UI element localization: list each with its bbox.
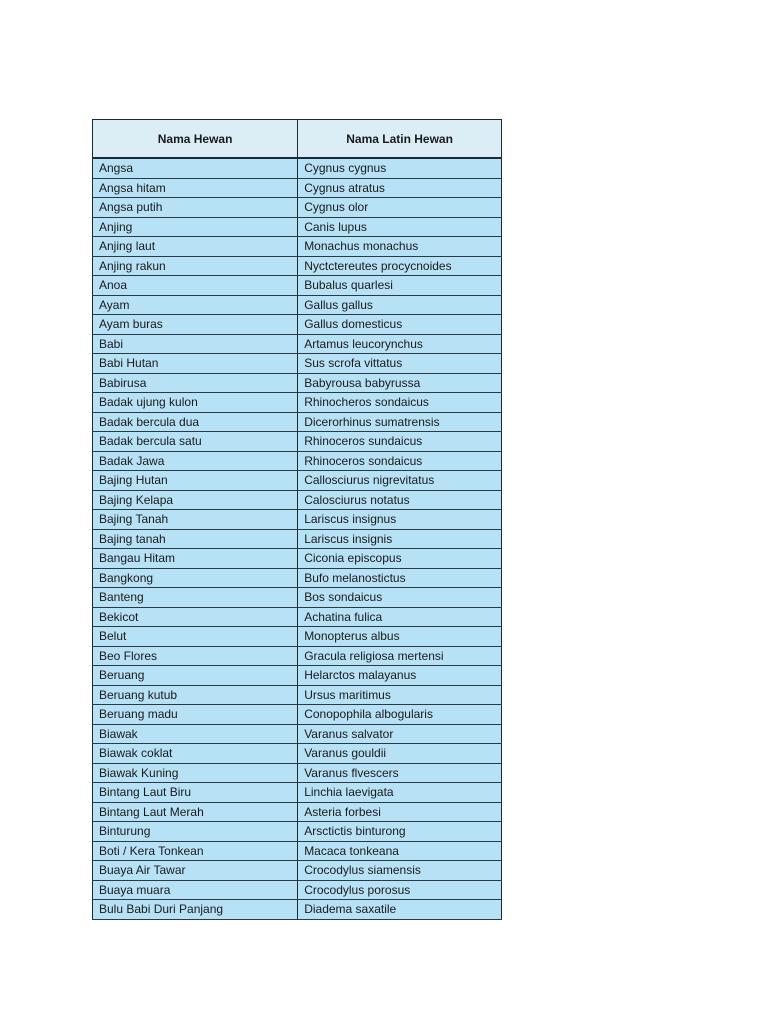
table-row (93, 744, 502, 764)
cell-nama-latin: Cygnus atratus (298, 178, 502, 198)
cell-nama-hewan: Binturung (93, 822, 298, 842)
table-row (93, 237, 502, 257)
cell-nama-latin: Helarctos malayanus (298, 666, 502, 686)
cell-nama-latin: Conopophila albogularis (298, 705, 502, 725)
cell-nama-hewan: Beruang kutub (93, 685, 298, 705)
cell-nama-hewan: Angsa (93, 158, 298, 178)
cell-nama-hewan: Bintang Laut Merah (93, 802, 298, 822)
cell-nama-hewan: Ayam (93, 295, 298, 315)
table-row (93, 724, 502, 744)
cell-nama-latin: Gallus domesticus (298, 315, 502, 335)
cell-nama-latin: Achatina fulica (298, 607, 502, 627)
table-row (93, 861, 502, 881)
cell-nama-hewan: Buaya muara (93, 880, 298, 900)
cell-nama-hewan: Boti / Kera Tonkean (93, 841, 298, 861)
cell-nama-latin: Cygnus olor (298, 198, 502, 218)
cell-nama-latin: Bos sondaicus (298, 588, 502, 608)
cell-nama-hewan: Ayam buras (93, 315, 298, 335)
table-header-row (93, 120, 502, 159)
cell-nama-hewan: Bintang Laut Biru (93, 783, 298, 803)
table-row (93, 178, 502, 198)
cell-nama-hewan: Banteng (93, 588, 298, 608)
cell-nama-latin: Gallus gallus (298, 295, 502, 315)
cell-nama-hewan: Bajing Hutan (93, 471, 298, 491)
cell-nama-hewan: Babi Hutan (93, 354, 298, 374)
cell-nama-hewan: Biawak (93, 724, 298, 744)
table-row (93, 900, 502, 920)
cell-nama-hewan: Badak bercula dua (93, 412, 298, 432)
cell-nama-hewan: Anjing laut (93, 237, 298, 257)
cell-nama-latin: Crocodylus porosus (298, 880, 502, 900)
cell-nama-latin: Linchia laevigata (298, 783, 502, 803)
cell-nama-hewan: Angsa putih (93, 198, 298, 218)
table-row (93, 198, 502, 218)
cell-nama-hewan: Buaya Air Tawar (93, 861, 298, 881)
cell-nama-latin: Crocodylus siamensis (298, 861, 502, 881)
table-row (93, 607, 502, 627)
cell-nama-hewan: Anjing (93, 217, 298, 237)
table-row (93, 646, 502, 666)
cell-nama-latin: Monachus monachus (298, 237, 502, 257)
cell-nama-hewan: Bangkong (93, 568, 298, 588)
table-row (93, 783, 502, 803)
cell-nama-hewan: Beruang (93, 666, 298, 686)
cell-nama-hewan: Belut (93, 627, 298, 647)
cell-nama-hewan: Bajing tanah (93, 529, 298, 549)
table-row (93, 627, 502, 647)
cell-nama-latin: Nyctctereutes procycnoides (298, 256, 502, 276)
table-row (93, 295, 502, 315)
table-row (93, 373, 502, 393)
cell-nama-latin: Babyrousa babyrussa (298, 373, 502, 393)
table-row (93, 705, 502, 725)
table-row (93, 393, 502, 413)
table-row (93, 276, 502, 296)
cell-nama-latin: Callosciurus nigrevitatus (298, 471, 502, 491)
cell-nama-latin: Calosciurus notatus (298, 490, 502, 510)
table-row (93, 666, 502, 686)
cell-nama-latin: Sus scrofa vittatus (298, 354, 502, 374)
cell-nama-hewan: Anjing rakun (93, 256, 298, 276)
header-nama-latin-hewan: Nama Latin Hewan (298, 120, 502, 159)
cell-nama-latin: Varanus gouldii (298, 744, 502, 764)
table-row (93, 685, 502, 705)
table-row (93, 880, 502, 900)
header-nama-hewan: Nama Hewan (93, 120, 298, 159)
cell-nama-latin: Rhinoceros sundaicus (298, 432, 502, 452)
cell-nama-latin: Canis lupus (298, 217, 502, 237)
table-row (93, 432, 502, 452)
table-row (93, 471, 502, 491)
cell-nama-latin: Varanus salvator (298, 724, 502, 744)
cell-nama-hewan: Anoa (93, 276, 298, 296)
cell-nama-hewan: Badak bercula satu (93, 432, 298, 452)
cell-nama-latin: Bufo melanostictus (298, 568, 502, 588)
table-row (93, 529, 502, 549)
cell-nama-latin: Diadema saxatile (298, 900, 502, 920)
table-row (93, 334, 502, 354)
cell-nama-latin: Macaca tonkeana (298, 841, 502, 861)
cell-nama-latin: Bubalus quarlesi (298, 276, 502, 296)
cell-nama-hewan: Bangau Hitam (93, 549, 298, 569)
table-row (93, 315, 502, 335)
table-row (93, 802, 502, 822)
cell-nama-hewan: Bajing Tanah (93, 510, 298, 530)
cell-nama-hewan: Beruang madu (93, 705, 298, 725)
cell-nama-latin: Varanus flvescers (298, 763, 502, 783)
table-row (93, 256, 502, 276)
table-row (93, 354, 502, 374)
cell-nama-hewan: Babirusa (93, 373, 298, 393)
cell-nama-latin: Lariscus insignis (298, 529, 502, 549)
table-row (93, 588, 502, 608)
cell-nama-hewan: Bulu Babi Duri Panjang (93, 900, 298, 920)
cell-nama-hewan: Badak ujung kulon (93, 393, 298, 413)
table-row (93, 510, 502, 530)
cell-nama-latin: Rhinoceros sondaicus (298, 451, 502, 471)
cell-nama-hewan: Biawak Kuning (93, 763, 298, 783)
table-row (93, 412, 502, 432)
cell-nama-latin: Arsctictis binturong (298, 822, 502, 842)
cell-nama-hewan: Biawak coklat (93, 744, 298, 764)
cell-nama-hewan: Bajing Kelapa (93, 490, 298, 510)
cell-nama-hewan: Badak Jawa (93, 451, 298, 471)
cell-nama-latin: Lariscus insignus (298, 510, 502, 530)
table-row (93, 763, 502, 783)
cell-nama-latin: Dicerorhinus sumatrensis (298, 412, 502, 432)
table-row (93, 822, 502, 842)
table-body (93, 158, 502, 919)
cell-nama-latin: Cygnus cygnus (298, 158, 502, 178)
cell-nama-latin: Asteria forbesi (298, 802, 502, 822)
table-row (93, 568, 502, 588)
table-row (93, 490, 502, 510)
table-row (93, 841, 502, 861)
cell-nama-latin: Gracula religiosa mertensi (298, 646, 502, 666)
cell-nama-latin: Rhinocheros sondaicus (298, 393, 502, 413)
cell-nama-latin: Ciconia episcopus (298, 549, 502, 569)
cell-nama-hewan: Angsa hitam (93, 178, 298, 198)
cell-nama-latin: Artamus leucorynchus (298, 334, 502, 354)
cell-nama-latin: Ursus maritimus (298, 685, 502, 705)
table-row (93, 549, 502, 569)
cell-nama-hewan: Babi (93, 334, 298, 354)
cell-nama-latin: Monopterus albus (298, 627, 502, 647)
table-row (93, 158, 502, 178)
table-row (93, 217, 502, 237)
cell-nama-hewan: Bekicot (93, 607, 298, 627)
table-row (93, 451, 502, 471)
animal-names-table (92, 119, 502, 920)
cell-nama-hewan: Beo Flores (93, 646, 298, 666)
